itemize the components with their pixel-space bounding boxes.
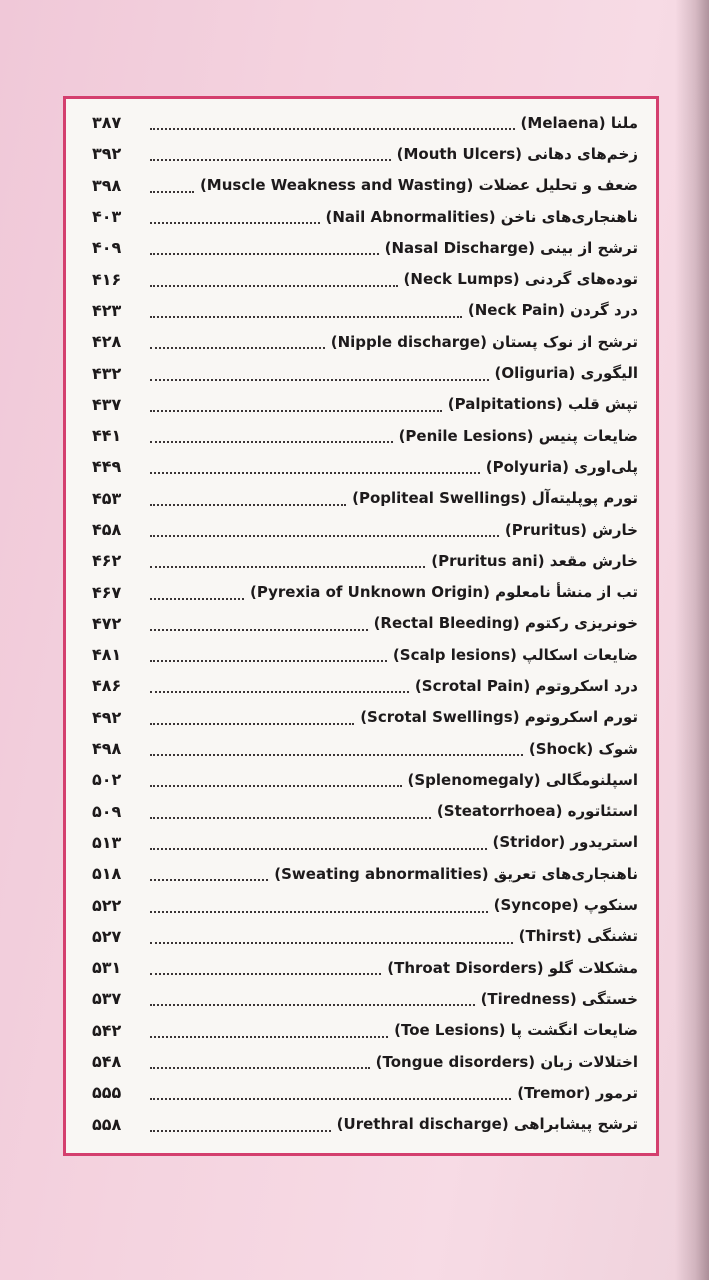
toc-entry-page-number: ۵۱۳ bbox=[92, 832, 122, 852]
toc-entry-title: استریدور (Stridor) bbox=[492, 833, 638, 852]
dot-leader bbox=[150, 471, 480, 474]
dot-leader bbox=[150, 784, 402, 787]
toc-entry bbox=[92, 1015, 638, 1046]
toc-entry-title: ضایعات اسکالپ (Scalp lesions) bbox=[392, 645, 638, 664]
toc-entry-page-number: ۴۵۳ bbox=[92, 488, 122, 508]
toc-entry-title: خارش مقعد (Pruritus ani) bbox=[431, 551, 638, 570]
toc-entry-title: ترشح پیشابراهی (Urethral discharge) bbox=[336, 1115, 638, 1134]
dot-leader bbox=[150, 503, 346, 506]
toc-entry-page-number: ۵۳۱ bbox=[92, 958, 122, 978]
toc-list bbox=[92, 107, 638, 1140]
toc-entry-title: زخم‌های دهانی (Mouth Ulcers) bbox=[396, 144, 638, 163]
toc-entry-page-number: ۴۷۲ bbox=[92, 613, 122, 633]
toc-entry-title: درد اسکروتوم (Scrotal Pain) bbox=[414, 676, 638, 695]
toc-entry-page-number: ۵۴۸ bbox=[92, 1052, 122, 1072]
toc-entry-page-number: ۵۳۷ bbox=[92, 989, 122, 1009]
toc-entry bbox=[92, 858, 638, 889]
dot-leader bbox=[150, 346, 325, 349]
toc-entry-title: الیگوری (Oliguria) bbox=[494, 364, 638, 383]
toc-entry bbox=[92, 389, 638, 420]
toc-entry-page-number: ۳۹۸ bbox=[92, 175, 122, 195]
toc-entry bbox=[92, 138, 638, 169]
toc-entry bbox=[92, 451, 638, 482]
toc-entry-page-number: ۴۴۱ bbox=[92, 426, 122, 446]
toc-entry-title: استئاتوره (Steatorrhoea) bbox=[436, 802, 638, 821]
toc-entry-page-number: ۵۴۲ bbox=[92, 1020, 122, 1040]
toc-entry-page-number: ۵۲۷ bbox=[92, 926, 122, 946]
book-spine-shadow bbox=[675, 0, 709, 1280]
dot-leader bbox=[150, 628, 368, 631]
toc-entry-page-number: ۴۳۲ bbox=[92, 363, 122, 383]
toc-entry-page-number: ۴۶۷ bbox=[92, 582, 122, 602]
dot-leader bbox=[150, 252, 379, 255]
toc-entry-page-number: ۳۹۲ bbox=[92, 144, 122, 164]
toc-entry bbox=[92, 263, 638, 294]
toc-entry-page-number: ۵۰۲ bbox=[92, 770, 122, 790]
dot-leader bbox=[150, 847, 487, 850]
dot-leader bbox=[150, 409, 442, 412]
toc-entry bbox=[92, 170, 638, 201]
dot-leader bbox=[150, 722, 354, 725]
dot-leader bbox=[150, 315, 462, 318]
toc-entry bbox=[92, 483, 638, 514]
dot-leader bbox=[150, 941, 513, 944]
dot-leader bbox=[150, 1066, 370, 1069]
dot-leader bbox=[150, 127, 515, 130]
toc-entry bbox=[92, 1077, 638, 1108]
toc-entry-title: اختلالات زبان (Tongue disorders) bbox=[375, 1052, 638, 1071]
toc-entry-title: تب از منشأ نامعلوم (Pyrexia of Unknown Origin) bbox=[249, 583, 638, 602]
dot-leader bbox=[150, 284, 398, 287]
dot-leader bbox=[150, 910, 488, 913]
toc-entry-title: ملنا (Melaena) bbox=[520, 113, 638, 132]
toc-entry bbox=[92, 1109, 638, 1140]
toc-entry bbox=[92, 702, 638, 733]
dot-leader bbox=[150, 597, 244, 600]
toc-entry-page-number: ۴۴۹ bbox=[92, 457, 122, 477]
toc-entry bbox=[92, 827, 638, 858]
toc-entry-page-number: ۴۶۲ bbox=[92, 551, 122, 571]
toc-entry bbox=[92, 232, 638, 263]
toc-entry bbox=[92, 357, 638, 388]
toc-entry-title: ناهنجاری‌های تعریق (Sweating abnormalities) bbox=[274, 864, 638, 883]
toc-entry bbox=[92, 201, 638, 232]
toc-entry-title: ضایعات انگشت پا (Toe Lesions) bbox=[394, 1021, 638, 1040]
toc-entry-page-number: ۵۱۸ bbox=[92, 864, 122, 884]
toc-entry-page-number: ۳۸۷ bbox=[92, 113, 122, 133]
toc-entry bbox=[92, 733, 638, 764]
dot-leader bbox=[150, 378, 489, 381]
toc-entry bbox=[92, 889, 638, 920]
toc-entry-title: سنکوپ (Syncope) bbox=[493, 896, 638, 915]
toc-entry-title: درد گردن (Neck Pain) bbox=[467, 301, 638, 320]
toc-entry bbox=[92, 420, 638, 451]
toc-entry-title: خستگی (Tiredness) bbox=[480, 989, 638, 1008]
toc-entry-title: پلی‌اوری (Polyuria) bbox=[485, 457, 638, 476]
dot-leader bbox=[150, 690, 409, 693]
toc-entry bbox=[92, 545, 638, 576]
dot-leader bbox=[150, 565, 425, 568]
dot-leader bbox=[150, 1003, 475, 1006]
toc-entry bbox=[92, 639, 638, 670]
toc-entry bbox=[92, 921, 638, 952]
toc-entry-title: مشکلات گلو (Throat Disorders) bbox=[387, 958, 638, 977]
toc-entry-title: ترمور (Tremor) bbox=[517, 1083, 638, 1102]
toc-entry bbox=[92, 952, 638, 983]
toc-entry bbox=[92, 796, 638, 827]
toc-entry bbox=[92, 576, 638, 607]
toc-entry-page-number: ۴۹۲ bbox=[92, 707, 122, 727]
toc-entry-page-number: ۴۵۸ bbox=[92, 520, 122, 539]
dot-leader bbox=[150, 659, 387, 662]
dot-leader bbox=[150, 753, 523, 756]
dot-leader bbox=[150, 440, 393, 443]
toc-entry bbox=[92, 514, 638, 545]
toc-entry-title: ترشح از بینی (Nasal Discharge) bbox=[384, 238, 638, 257]
toc-entry-page-number: ۴۰۳ bbox=[92, 207, 122, 227]
toc-entry bbox=[92, 326, 638, 357]
toc-entry-title: توده‌های گردنی (Neck Lumps) bbox=[403, 270, 638, 289]
dot-leader bbox=[150, 1035, 388, 1038]
dot-leader bbox=[150, 1097, 511, 1100]
toc-entry-title: ضایعات پنیس (Penile Lesions) bbox=[398, 426, 638, 445]
toc-entry bbox=[92, 983, 638, 1014]
toc-entry bbox=[92, 1046, 638, 1077]
toc-entry-page-number: ۴۸۱ bbox=[92, 645, 122, 665]
toc-entry-page-number: ۴۳۷ bbox=[92, 394, 122, 414]
toc-entry-page-number: ۴۸۶ bbox=[92, 676, 122, 696]
toc-entry-title: تپش قلب (Palpitations) bbox=[447, 395, 638, 414]
toc-entry-title: ضعف و تحلیل عضلات (Muscle Weakness and Wasting) bbox=[199, 176, 638, 195]
dot-leader bbox=[150, 158, 391, 161]
dot-leader bbox=[150, 190, 194, 193]
toc-entry-page-number: ۵۵۵ bbox=[92, 1083, 122, 1103]
dot-leader bbox=[150, 534, 499, 537]
toc-entry-title: خونریزی رکتوم (Rectal Bleeding) bbox=[373, 614, 638, 633]
toc-entry-title: شوک (Shock) bbox=[528, 739, 638, 758]
toc-entry-title: تورم اسکروتوم (Scrotal Swellings) bbox=[360, 708, 638, 727]
toc-entry-page-number: ۴۲۳ bbox=[92, 300, 122, 320]
toc-entry-title: خارش (Pruritus) bbox=[504, 520, 638, 539]
toc-entry bbox=[92, 764, 638, 795]
toc-entry-title: تورم پوپلیته‌آل (Popliteal Swellings) bbox=[352, 489, 638, 508]
toc-entry-page-number: ۴۹۸ bbox=[92, 739, 122, 759]
toc-entry-page-number: ۴۲۸ bbox=[92, 332, 122, 352]
toc-entry-page-number: ۵۲۲ bbox=[92, 895, 122, 915]
toc-entry bbox=[92, 608, 638, 639]
dot-leader bbox=[150, 1129, 331, 1132]
toc-entry-page-number: ۴۰۹ bbox=[92, 238, 122, 258]
toc-entry-page-number: ۴۱۶ bbox=[92, 269, 122, 289]
toc-entry-page-number: ۵۰۹ bbox=[92, 801, 122, 821]
toc-entry-page-number: ۵۵۸ bbox=[92, 1114, 122, 1134]
toc-entry bbox=[92, 107, 638, 138]
dot-leader bbox=[150, 816, 431, 819]
toc-page-frame bbox=[63, 96, 659, 1156]
dot-leader bbox=[150, 221, 320, 224]
toc-entry bbox=[92, 670, 638, 701]
toc-entry bbox=[92, 295, 638, 326]
toc-entry-title: تشنگی (Thirst) bbox=[518, 927, 638, 946]
toc-entry-title: ترشح از نوک پستان (Nipple discharge) bbox=[330, 332, 638, 351]
toc-entry-title: اسپلنومگالی (Splenomegaly) bbox=[407, 770, 638, 789]
toc-entry-title: ناهنجاری‌های ناخن (Nail Abnormalities) bbox=[325, 207, 638, 226]
dot-leader bbox=[150, 972, 381, 975]
dot-leader bbox=[150, 878, 268, 881]
